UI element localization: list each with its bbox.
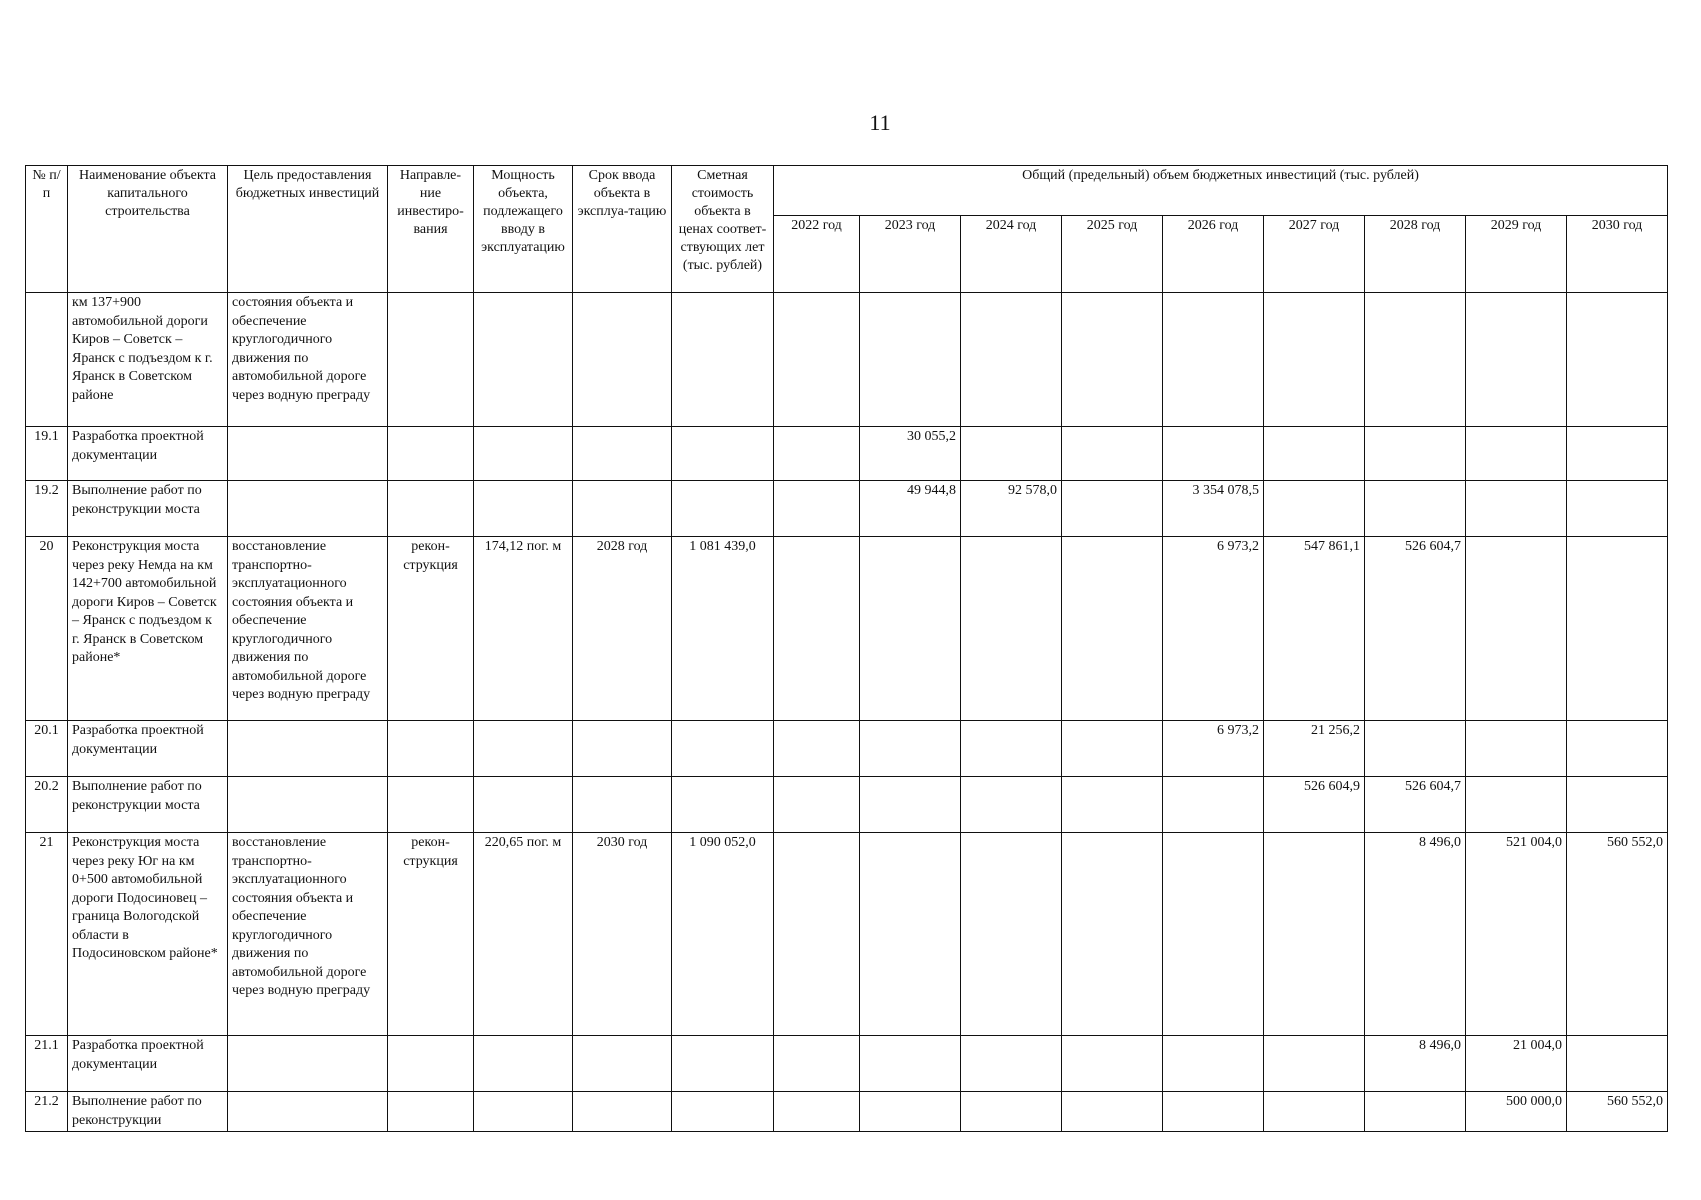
budget-investment-table: [25, 165, 1668, 1132]
year-value-cell: [1062, 777, 1163, 833]
year-value-cell: 49 944,8: [860, 481, 961, 537]
row-number-cell: 20.1: [26, 721, 68, 777]
direction-cell: [388, 427, 474, 481]
cost-cell: [672, 481, 774, 537]
term-cell: [573, 777, 672, 833]
year-value-cell: 6 973,2: [1163, 537, 1264, 721]
year-value-cell: 560 552,0: [1567, 1092, 1668, 1132]
year-value-cell: [961, 293, 1062, 427]
year-value-cell: [774, 427, 860, 481]
year-value-cell: 6 973,2: [1163, 721, 1264, 777]
goal-cell: состояния объекта и обеспечение круглогодичного движения по автомобильной дороге через водную преграду: [228, 293, 388, 427]
year-value-cell: [961, 1036, 1062, 1092]
year-value-cell: [1264, 481, 1365, 537]
direction-cell: [388, 481, 474, 537]
year-value-cell: 8 496,0: [1365, 833, 1466, 1036]
year-value-cell: [1567, 721, 1668, 777]
header-year: 2030 год: [1567, 216, 1668, 293]
year-value-cell: [1365, 293, 1466, 427]
row-number-cell: 21.1: [26, 1036, 68, 1092]
direction-cell: [388, 1092, 474, 1132]
header-cost: Сметная стоимость объекта в ценах соответ-ствующих лет (тыс. рублей): [672, 166, 774, 293]
capacity-cell: [474, 777, 573, 833]
year-value-cell: [860, 721, 961, 777]
goal-cell: [228, 777, 388, 833]
year-value-cell: 8 496,0: [1365, 1036, 1466, 1092]
year-value-cell: 560 552,0: [1567, 833, 1668, 1036]
capacity-cell: [474, 481, 573, 537]
capacity-cell: [474, 427, 573, 481]
year-value-cell: [860, 777, 961, 833]
row-number-cell: 21: [26, 833, 68, 1036]
year-value-cell: [860, 833, 961, 1036]
term-cell: [573, 481, 672, 537]
row-number-cell: 20.2: [26, 777, 68, 833]
object-name-cell: Выполнение работ по реконструкции моста: [68, 481, 228, 537]
object-name-cell: Выполнение работ по реконструкции моста: [68, 777, 228, 833]
year-value-cell: [1466, 481, 1567, 537]
year-value-cell: [1163, 1036, 1264, 1092]
year-value-cell: [1466, 721, 1567, 777]
year-value-cell: [1567, 537, 1668, 721]
direction-cell: [388, 777, 474, 833]
term-cell: [573, 293, 672, 427]
year-value-cell: [961, 777, 1062, 833]
header-total-investment: Общий (предельный) объем бюджетных инвестиций (тыс. рублей): [774, 166, 1668, 216]
capacity-cell: [474, 1092, 573, 1132]
page-number: 11: [869, 110, 891, 135]
header-year: 2022 год: [774, 216, 860, 293]
year-value-cell: [1264, 293, 1365, 427]
year-value-cell: [1567, 427, 1668, 481]
object-name-cell: Разработка проектной документации: [68, 721, 228, 777]
goal-cell: [228, 1036, 388, 1092]
year-value-cell: [860, 1036, 961, 1092]
table-row: [26, 777, 1668, 833]
header-year: 2027 год: [1264, 216, 1365, 293]
capacity-cell: 220,65 пог. м: [474, 833, 573, 1036]
year-value-cell: [1163, 833, 1264, 1036]
header-year: 2026 год: [1163, 216, 1264, 293]
year-value-cell: [1365, 721, 1466, 777]
cost-cell: [672, 1092, 774, 1132]
table-row: [26, 293, 1668, 427]
term-cell: 2028 год: [573, 537, 672, 721]
year-value-cell: [1365, 427, 1466, 481]
table-row: [26, 833, 1668, 1036]
year-value-cell: 92 578,0: [961, 481, 1062, 537]
header-year: 2024 год: [961, 216, 1062, 293]
year-value-cell: 547 861,1: [1264, 537, 1365, 721]
header-num: № п/п: [26, 166, 68, 293]
header-year: 2028 год: [1365, 216, 1466, 293]
year-value-cell: [1264, 427, 1365, 481]
year-value-cell: [1264, 1036, 1365, 1092]
year-value-cell: 500 000,0: [1466, 1092, 1567, 1132]
cost-cell: [672, 777, 774, 833]
year-value-cell: [1062, 537, 1163, 721]
object-name-cell: Выполнение работ по реконструкции: [68, 1092, 228, 1132]
cost-cell: 1 090 052,0: [672, 833, 774, 1036]
header-name: Наименование объекта капитального строительства: [68, 166, 228, 293]
object-name-cell: Реконструкция моста через реку Юг на км 0+500 автомобильной дороги Подосиновец – граница Вологодской области в Подосиновском районе*: [68, 833, 228, 1036]
year-value-cell: [1567, 777, 1668, 833]
capacity-cell: [474, 721, 573, 777]
row-number-cell: [26, 293, 68, 427]
object-name-cell: Разработка проектной документации: [68, 427, 228, 481]
year-value-cell: [1264, 833, 1365, 1036]
year-value-cell: [1567, 481, 1668, 537]
year-value-cell: [774, 481, 860, 537]
table-body: [26, 293, 1668, 1132]
year-value-cell: 526 604,7: [1365, 537, 1466, 721]
goal-cell: [228, 721, 388, 777]
goal-cell: [228, 481, 388, 537]
year-value-cell: [1567, 293, 1668, 427]
year-value-cell: [1466, 777, 1567, 833]
cost-cell: [672, 1036, 774, 1092]
year-value-cell: [1163, 427, 1264, 481]
year-value-cell: [1365, 481, 1466, 537]
year-value-cell: [961, 427, 1062, 481]
object-name-cell: Реконструкция моста через реку Немда на км 142+700 автомобильной дороги Киров – Советск – Яранск с подъездом к г. Яранск в Советском районе*: [68, 537, 228, 721]
year-value-cell: [1062, 481, 1163, 537]
goal-cell: [228, 1092, 388, 1132]
year-value-cell: [774, 833, 860, 1036]
year-value-cell: [961, 1092, 1062, 1132]
year-value-cell: [1062, 1036, 1163, 1092]
direction-cell: [388, 1036, 474, 1092]
year-value-cell: 3 354 078,5: [1163, 481, 1264, 537]
object-name-cell: Разработка проектной документации: [68, 1036, 228, 1092]
capacity-cell: 174,12 пог. м: [474, 537, 573, 721]
year-value-cell: [1062, 1092, 1163, 1132]
year-value-cell: [1163, 777, 1264, 833]
cost-cell: [672, 293, 774, 427]
year-value-cell: [1466, 293, 1567, 427]
year-value-cell: [1365, 1092, 1466, 1132]
year-value-cell: [1567, 1036, 1668, 1092]
term-cell: [573, 721, 672, 777]
term-cell: [573, 427, 672, 481]
cost-cell: [672, 721, 774, 777]
year-value-cell: 521 004,0: [1466, 833, 1567, 1036]
year-value-cell: [774, 537, 860, 721]
year-value-cell: [1062, 721, 1163, 777]
term-cell: [573, 1036, 672, 1092]
goal-cell: восстановление транспортно-эксплуатационного состояния объекта и обеспечение круглогодичного движения по автомобильной дороге через водную преграду: [228, 537, 388, 721]
direction-cell: рекон-струкция: [388, 833, 474, 1036]
year-value-cell: 526 604,9: [1264, 777, 1365, 833]
header-goal: Цель предоставления бюджетных инвестиций: [228, 166, 388, 293]
capacity-cell: [474, 1036, 573, 1092]
year-value-cell: [961, 721, 1062, 777]
direction-cell: [388, 721, 474, 777]
header-year: 2029 год: [1466, 216, 1567, 293]
year-value-cell: [1062, 293, 1163, 427]
year-value-cell: [860, 293, 961, 427]
year-value-cell: 21 004,0: [1466, 1036, 1567, 1092]
year-value-cell: [1062, 833, 1163, 1036]
year-value-cell: [774, 777, 860, 833]
cost-cell: 1 081 439,0: [672, 537, 774, 721]
object-name-cell: км 137+900 автомобильной дороги Киров – Советск – Яранск с подъездом к г. Яранск в Советском районе: [68, 293, 228, 427]
header-year: 2025 год: [1062, 216, 1163, 293]
capacity-cell: [474, 293, 573, 427]
year-value-cell: [961, 537, 1062, 721]
term-cell: 2030 год: [573, 833, 672, 1036]
year-value-cell: [860, 1092, 961, 1132]
header-capacity: Мощность объекта, подлежащего вводу в эксплуатацию: [474, 166, 573, 293]
year-value-cell: 30 055,2: [860, 427, 961, 481]
year-value-cell: [1466, 427, 1567, 481]
year-value-cell: [1163, 1092, 1264, 1132]
table-row: [26, 721, 1668, 777]
row-number-cell: 21.2: [26, 1092, 68, 1132]
year-value-cell: [774, 293, 860, 427]
direction-cell: [388, 293, 474, 427]
header-year: 2023 год: [860, 216, 961, 293]
row-number-cell: 20: [26, 537, 68, 721]
goal-cell: [228, 427, 388, 481]
term-cell: [573, 1092, 672, 1132]
year-value-cell: [774, 1036, 860, 1092]
year-value-cell: [1466, 537, 1567, 721]
table-row: [26, 537, 1668, 721]
row-number-cell: 19.2: [26, 481, 68, 537]
header-direction: Направле-ние инвестиро-вания: [388, 166, 474, 293]
year-value-cell: [961, 833, 1062, 1036]
year-value-cell: [1264, 1092, 1365, 1132]
year-value-cell: 21 256,2: [1264, 721, 1365, 777]
year-value-cell: 526 604,7: [1365, 777, 1466, 833]
table-row: [26, 1092, 1668, 1132]
table-row: [26, 481, 1668, 537]
cost-cell: [672, 427, 774, 481]
year-value-cell: [1062, 427, 1163, 481]
goal-cell: восстановление транспортно-эксплуатационного состояния объекта и обеспечение круглогодичного движения по автомобильной дороге через водную преграду: [228, 833, 388, 1036]
direction-cell: рекон-струкция: [388, 537, 474, 721]
row-number-cell: 19.1: [26, 427, 68, 481]
table-row: [26, 1036, 1668, 1092]
table-row: [26, 427, 1668, 481]
year-value-cell: [1163, 293, 1264, 427]
year-value-cell: [860, 537, 961, 721]
year-value-cell: [774, 1092, 860, 1132]
header-term: Срок ввода объекта в эксплуа-тацию: [573, 166, 672, 293]
year-value-cell: [774, 721, 860, 777]
